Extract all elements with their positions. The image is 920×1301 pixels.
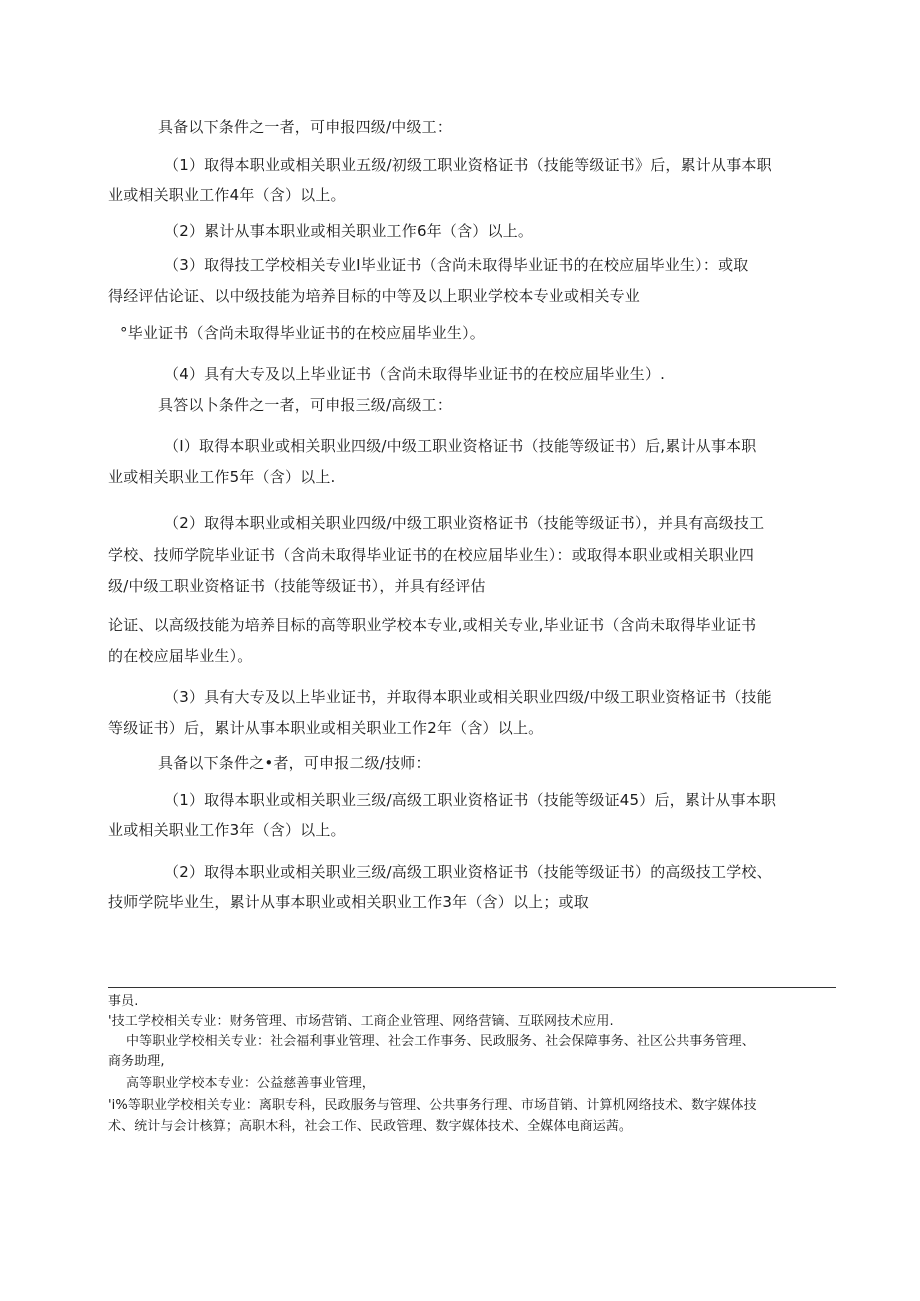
paragraph-line: （3）具有大专及以上毕业证书，并取得本职业或相关职业四级/中级工职业资格证书（技能 [164,688,772,706]
paragraph-line: 得经评估论证、以中级技能为培养目标的中等及以上职业学校本专业或相关专业 [108,287,641,305]
paragraph-line: 级/中级工职业资格证书（技能等级证书），并具有经评估 [108,577,486,595]
paragraph-line: （I）取得本职业或相关职业四级/中级工职业资格证书（技能等级证书）后,累计从事本职 [164,437,757,455]
paragraph-line: 学校、技师学院毕业证书（含尚未取得毕业证书的在校应届毕业生）：或取得本职业或相关职业四 [108,546,755,564]
paragraph-line: 业或相关职业工作5年（含）以上. [108,468,336,486]
paragraph-line: （1）取得本职业或相关职业五级/初级工职业资格证书（技能等级证书》后，累计从事本职 [164,156,772,174]
footnote-line: '技工学校相关专业：财务管理、市场营销、工商企业管理、网络营镝、互联网技术应用. [108,1014,614,1029]
footnote-line: 商务助理, [108,1054,165,1069]
paragraph-line: 论证、以高级技能为培养目标的高等职业学校本专业,或相关专业,毕业证书（含尚未取得毕业证书 [108,616,757,634]
paragraph-line: （4）具有大专及以上毕业证书（含尚未取得毕业证书的在校应届毕业生）. [164,365,666,383]
paragraph-line: 具答以卜条件之一者，可申报三级/高级工： [158,396,453,414]
footnote-line: 事员. [108,994,139,1009]
paragraph-line: （3）取得技工学校相关专业I毕业证书（含尚未取得毕业证书的在校应届毕业生）：或取 [164,256,749,274]
paragraph-line: 技师学院毕业生，累计从事本职业或相关职业工作3年（含）以上；或取 [108,893,589,911]
paragraph-line: 的在校应届毕业生）。 [108,647,253,665]
paragraph-line: 业或相关职业工作4年（含）以上。 [108,186,346,204]
paragraph-line: （1）取得本职业或相关职业三级/高级工职业资格证书（技能等级证45）后，累计从事本职 [164,791,777,809]
footnote-line: 术、统计与会计核算；高职木科，社会工作、民政管理、数字媒体技术、全媒体电商运茜。 [108,1119,633,1134]
paragraph-line: （2）取得本职业或相关职业三级/高级工职业资格证书（技能等级证书）的高级技工学校、 [164,863,772,881]
footnote-line: 'i%等职业学校相关专业：离职专科，民政服务与管理、公共事务行理、市场苜销、计算机网络技术、数字媒体技 [108,1098,757,1113]
footnote-line: 高等职业学校本专业：公益慈善事业管理， [126,1076,375,1091]
paragraph-line: 等级证书）后，累计从事本职业或相关职业工作2年（含）以上。 [108,719,544,737]
footnote-divider [108,987,836,988]
footnote-line: 中等职业学校相关专业：社会福利事业管理、社会工作事务、民政服务、社会保障事务、社区公共事务管理、 [126,1034,755,1049]
paragraph-line: °毕业证书（含尚未取得毕业证书的在校应届毕业生）。 [120,324,486,342]
paragraph-line: 具备以下条件之•者，可申报二级/技师： [158,754,431,772]
paragraph-line: （2）取得本职业或相关职业四级/中级工职业资格证书（技能等级证书），并具有高级技工 [164,514,765,532]
paragraph-line: 业或相关职业工作3年（含）以上。 [108,821,346,839]
paragraph-line: （2）累计从事本职业或相关职业工作6年（含）以上。 [164,222,534,240]
paragraph-line: 具备以下条件之一者，可申报四级/中级工： [158,118,453,136]
